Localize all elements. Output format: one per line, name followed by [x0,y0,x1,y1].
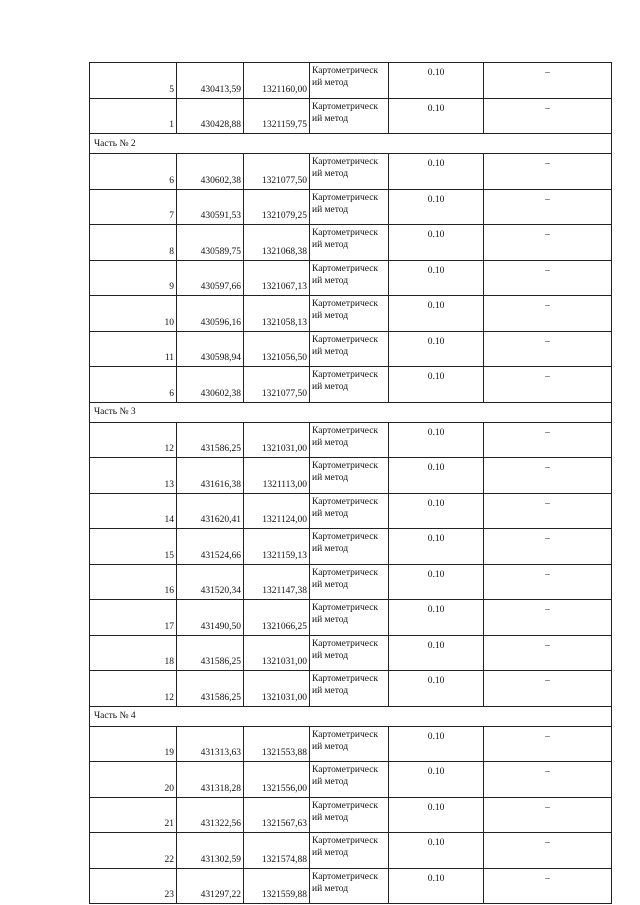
method-line-2: ий метод [312,78,349,88]
x-coordinate-cell: 431318,28 [177,762,244,798]
section-header-row [90,706,612,726]
table-row [90,154,612,190]
method-line-1: Картометрическ [312,334,379,345]
method-line-2: ий метод [312,883,349,894]
method-line-2: ий метод [312,544,349,554]
precision-cell: 0.10 [389,260,484,296]
extra-cell: – [484,726,612,762]
table-row [90,797,612,833]
table-row [90,98,612,134]
point-number-cell: 1 [90,98,177,134]
y-coordinate-cell: 1321068,38 [244,225,310,261]
precision-cell: 0.10 [389,225,484,261]
y-coordinate-cell: 1321066,25 [244,600,310,636]
method-line-1: Картометрическ [312,729,379,740]
method-line-2: ий метод [312,812,349,823]
method-line-2: ий метод [312,437,349,448]
extra-cell: – [484,422,612,458]
point-number-cell: 13 [90,458,177,494]
point-number-cell: 7 [90,189,177,225]
method-cell [310,600,389,636]
table-row [90,529,612,565]
precision-cell: 0.10 [389,458,484,494]
x-coordinate-cell: 431322,56 [177,797,244,833]
table-row [90,260,612,296]
method-cell [310,493,389,529]
x-coordinate-cell: 430596,16 [177,296,244,332]
method-line-2: ий метод [312,311,349,321]
y-coordinate-cell: 1321077,50 [244,367,310,403]
method-line-1: Картометрическ [312,461,379,471]
precision-cell: 0.10 [389,797,484,833]
extra-cell: – [484,493,612,529]
method-line-2: ий метод [312,240,349,250]
method-line-1: Картометрическ [312,101,379,112]
y-coordinate-cell: 1321574,88 [244,833,310,869]
table-row [90,868,612,904]
point-number-cell: 9 [90,260,177,296]
method-line-1: Картометрическ [312,299,379,309]
y-coordinate-cell: 1321079,25 [244,189,310,225]
method-line-2: ий метод [312,848,349,858]
extra-cell: – [484,98,612,134]
y-coordinate-cell: 1321067,13 [244,260,310,296]
x-coordinate-cell: 431490,50 [177,600,244,636]
method-line-2: ий метод [312,169,349,179]
precision-cell: 0.10 [389,762,484,798]
point-number-cell: 15 [90,529,177,565]
precision-cell: 0.10 [389,189,484,225]
precision-cell: 0.10 [389,63,484,99]
method-cell [310,564,389,600]
method-line-1: Картометрическ [312,425,379,436]
extra-cell: – [484,833,612,869]
method-line-2: ий метод [312,473,349,483]
table-row [90,564,612,600]
y-coordinate-cell: 1321113,00 [244,458,310,494]
method-cell [310,635,389,671]
method-line-1: Картометрическ [312,800,379,811]
precision-cell: 0.10 [389,331,484,367]
y-coordinate-cell: 1321056,50 [244,331,310,367]
x-coordinate-cell: 431313,63 [177,726,244,762]
x-coordinate-cell: 431524,66 [177,529,244,565]
extra-cell: – [484,635,612,671]
table-row [90,600,612,636]
method-cell [310,868,389,904]
y-coordinate-cell: 1321031,00 [244,635,310,671]
method-cell [310,726,389,762]
method-cell [310,63,389,99]
x-coordinate-cell: 431586,25 [177,422,244,458]
point-number-cell: 12 [90,671,177,707]
method-line-2: ий метод [312,741,349,752]
precision-cell: 0.10 [389,493,484,529]
point-number-cell: 6 [90,154,177,190]
table-row [90,726,612,762]
precision-cell: 0.10 [389,868,484,904]
x-coordinate-cell: 430602,38 [177,154,244,190]
section-label: Часть № 2 [90,134,612,154]
table-row [90,367,612,403]
point-number-cell: 18 [90,635,177,671]
method-line-2: ий метод [312,113,349,124]
method-cell [310,98,389,134]
x-coordinate-cell: 430597,66 [177,260,244,296]
method-cell [310,260,389,296]
precision-cell: 0.10 [389,635,484,671]
method-cell [310,189,389,225]
extra-cell: – [484,600,612,636]
x-coordinate-cell: 431520,34 [177,564,244,600]
x-coordinate-cell: 430602,38 [177,367,244,403]
extra-cell: – [484,762,612,798]
table-row [90,331,612,367]
method-line-1: Картометрическ [312,496,379,507]
x-coordinate-cell: 430598,94 [177,331,244,367]
method-line-2: ий метод [312,275,349,286]
point-number-cell: 8 [90,225,177,261]
y-coordinate-cell: 1321147,38 [244,564,310,600]
method-line-1: Картометрическ [312,836,379,846]
extra-cell: – [484,63,612,99]
method-line-1: Картометрическ [312,765,379,775]
extra-cell: – [484,296,612,332]
point-number-cell: 20 [90,762,177,798]
precision-cell: 0.10 [389,296,484,332]
section-header-row [90,134,612,154]
method-line-1: Картометрическ [312,370,379,380]
precision-cell: 0.10 [389,529,484,565]
point-number-cell: 14 [90,493,177,529]
point-number-cell: 17 [90,600,177,636]
method-cell [310,458,389,494]
extra-cell: – [484,154,612,190]
point-number-cell: 19 [90,726,177,762]
method-line-2: ий метод [312,579,349,590]
method-line-2: ий метод [312,508,349,519]
method-cell [310,797,389,833]
extra-cell: – [484,367,612,403]
method-line-1: Картометрическ [312,228,379,238]
method-line-2: ий метод [312,615,349,625]
x-coordinate-cell: 431302,59 [177,833,244,869]
method-line-1: Картометрическ [312,532,379,542]
precision-cell: 0.10 [389,564,484,600]
precision-cell: 0.10 [389,98,484,134]
method-line-2: ий метод [312,686,349,696]
point-number-cell: 6 [90,367,177,403]
precision-cell: 0.10 [389,422,484,458]
extra-cell: – [484,564,612,600]
x-coordinate-cell: 431620,41 [177,493,244,529]
table-row [90,63,612,99]
y-coordinate-cell: 1321058,13 [244,296,310,332]
method-line-1: Картометрическ [312,263,379,274]
y-coordinate-cell: 1321159,75 [244,98,310,134]
y-coordinate-cell: 1321556,00 [244,762,310,798]
method-line-1: Картометрическ [312,603,379,613]
method-cell [310,331,389,367]
y-coordinate-cell: 1321553,88 [244,726,310,762]
x-coordinate-cell: 430428,88 [177,98,244,134]
method-line-2: ий метод [312,382,349,392]
method-line-1: Картометрическ [312,871,379,882]
y-coordinate-cell: 1321567,63 [244,797,310,833]
point-number-cell: 16 [90,564,177,600]
method-cell [310,422,389,458]
y-coordinate-cell: 1321031,00 [244,422,310,458]
method-line-2: ий метод [312,650,349,661]
method-line-2: ий метод [312,204,349,215]
precision-cell: 0.10 [389,154,484,190]
method-cell [310,367,389,403]
method-cell [310,762,389,798]
table-row [90,671,612,707]
table-row [90,296,612,332]
point-number-cell: 10 [90,296,177,332]
table-row [90,189,612,225]
method-line-1: Картометрическ [312,567,379,578]
extra-cell: – [484,225,612,261]
extra-cell: – [484,868,612,904]
precision-cell: 0.10 [389,671,484,707]
y-coordinate-cell: 1321559,88 [244,868,310,904]
table-row [90,493,612,529]
extra-cell: – [484,671,612,707]
table-body [90,63,612,904]
method-line-2: ий метод [312,346,349,357]
table-row [90,458,612,494]
point-number-cell: 11 [90,331,177,367]
coordinates-table [89,62,612,904]
extra-cell: – [484,331,612,367]
method-cell [310,671,389,707]
method-line-1: Картометрическ [312,157,379,167]
x-coordinate-cell: 431586,25 [177,671,244,707]
table-row [90,422,612,458]
method-cell [310,833,389,869]
method-line-1: Картометрическ [312,674,379,684]
method-cell [310,529,389,565]
point-number-cell: 22 [90,833,177,869]
method-line-1: Картометрическ [312,638,379,649]
table-row [90,635,612,671]
point-number-cell: 12 [90,422,177,458]
table-row [90,225,612,261]
section-label: Часть № 3 [90,402,612,422]
table-row [90,762,612,798]
method-cell [310,296,389,332]
y-coordinate-cell: 1321077,50 [244,154,310,190]
precision-cell: 0.10 [389,367,484,403]
x-coordinate-cell: 431297,22 [177,868,244,904]
y-coordinate-cell: 1321160,00 [244,63,310,99]
x-coordinate-cell: 430413,59 [177,63,244,99]
x-coordinate-cell: 430591,53 [177,189,244,225]
extra-cell: – [484,260,612,296]
y-coordinate-cell: 1321124,00 [244,493,310,529]
y-coordinate-cell: 1321159,13 [244,529,310,565]
section-label: Часть № 4 [90,706,612,726]
method-line-1: Картометрическ [312,192,379,203]
method-line-1: Картометрическ [312,66,379,76]
x-coordinate-cell: 431586,25 [177,635,244,671]
precision-cell: 0.10 [389,833,484,869]
point-number-cell: 21 [90,797,177,833]
extra-cell: – [484,529,612,565]
x-coordinate-cell: 430589,75 [177,225,244,261]
method-line-2: ий метод [312,777,349,787]
precision-cell: 0.10 [389,600,484,636]
x-coordinate-cell: 431616,38 [177,458,244,494]
extra-cell: – [484,797,612,833]
method-cell [310,225,389,261]
extra-cell: – [484,189,612,225]
y-coordinate-cell: 1321031,00 [244,671,310,707]
point-number-cell: 23 [90,868,177,904]
section-header-row [90,402,612,422]
precision-cell: 0.10 [389,726,484,762]
point-number-cell: 5 [90,63,177,99]
table-row [90,833,612,869]
extra-cell: – [484,458,612,494]
method-cell [310,154,389,190]
